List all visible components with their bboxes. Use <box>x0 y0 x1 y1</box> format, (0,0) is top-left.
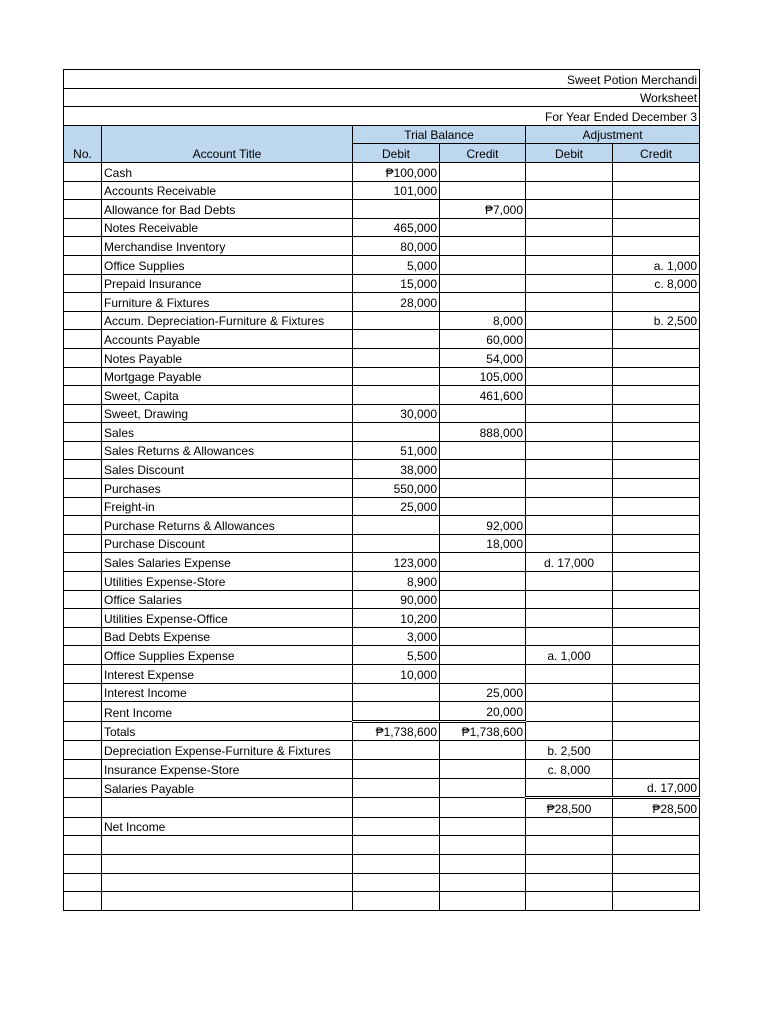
tb-credit-cell <box>440 162 526 181</box>
row-number <box>64 162 102 181</box>
table-row <box>64 646 700 665</box>
row-number <box>64 460 102 479</box>
row-number <box>64 741 102 760</box>
table-row <box>64 274 700 293</box>
adj-credit-cell <box>613 218 700 237</box>
tb-credit-cell: 92,000 <box>440 516 526 535</box>
tb-credit-cell <box>440 274 526 293</box>
tb-debit-cell <box>353 200 440 219</box>
row-number <box>64 892 102 911</box>
table-row <box>64 572 700 591</box>
row-number <box>64 516 102 535</box>
tb-credit-cell <box>440 237 526 256</box>
row-number <box>64 665 102 684</box>
tb-credit-cell <box>440 627 526 646</box>
tb-debit-cell: 80,000 <box>353 237 440 256</box>
tb-debit-cell: ₱1,738,600 <box>353 721 440 741</box>
adj-debit-cell: a. 1,000 <box>526 646 613 665</box>
tb-debit-cell: 15,000 <box>353 274 440 293</box>
tb-credit-cell: 60,000 <box>440 330 526 349</box>
account-title: Utilities Expense-Store <box>102 572 353 591</box>
adj-debit-cell <box>526 665 613 684</box>
row-number <box>64 330 102 349</box>
row-number <box>64 609 102 628</box>
tb-debit-cell <box>353 683 440 702</box>
account-title: Utilities Expense-Office <box>102 609 353 628</box>
table-row <box>64 237 700 256</box>
row-number <box>64 200 102 219</box>
tb-debit-cell <box>353 854 440 873</box>
row-number <box>64 721 102 741</box>
adj-credit-cell <box>613 836 700 855</box>
adj-credit-cell <box>613 237 700 256</box>
tb-debit-cell: 123,000 <box>353 553 440 572</box>
tb-credit-cell: 20,000 <box>440 702 526 722</box>
adj-credit-cell <box>613 330 700 349</box>
tb-credit-cell <box>440 646 526 665</box>
table-row <box>64 441 700 460</box>
account-title <box>102 836 353 855</box>
adj-credit-cell <box>613 721 700 741</box>
account-title: Sales Salaries Expense <box>102 553 353 572</box>
adj-credit-cell <box>613 441 700 460</box>
table-row <box>64 590 700 609</box>
tb-debit-cell: 90,000 <box>353 590 440 609</box>
adj-credit-cell <box>613 348 700 367</box>
account-title: Rent Income <box>102 702 353 722</box>
account-title: Salaries Payable <box>102 778 353 798</box>
adj-debit-cell <box>526 181 613 200</box>
adj-credit-cell <box>613 854 700 873</box>
row-number <box>64 572 102 591</box>
adj-credit-cell: a. 1,000 <box>613 255 700 274</box>
table-row <box>64 892 700 911</box>
company-name: Sweet Potion Merchandi <box>64 70 700 89</box>
tb-debit-cell <box>353 778 440 798</box>
tb-credit-cell <box>440 255 526 274</box>
table-row <box>64 218 700 237</box>
tb-credit-cell <box>440 609 526 628</box>
row-number <box>64 441 102 460</box>
table-row <box>64 553 700 572</box>
tb-debit-cell <box>353 367 440 386</box>
adj-credit-cell <box>613 702 700 722</box>
tb-credit-cell <box>440 441 526 460</box>
account-title: Merchandise Inventory <box>102 237 353 256</box>
table-row <box>64 683 700 702</box>
adj-debit-cell <box>526 423 613 442</box>
adj-credit-cell <box>613 665 700 684</box>
row-number <box>64 497 102 516</box>
account-title: Allowance for Bad Debts <box>102 200 353 219</box>
row-number <box>64 817 102 836</box>
tb-debit-cell <box>353 348 440 367</box>
tb-debit-cell: 10,200 <box>353 609 440 628</box>
adj-credit-cell: b. 2,500 <box>613 311 700 330</box>
tb-debit-cell: 465,000 <box>353 218 440 237</box>
tb-credit-cell <box>440 572 526 591</box>
row-number <box>64 181 102 200</box>
adj-credit-cell <box>613 386 700 405</box>
account-title: Office Supplies <box>102 255 353 274</box>
row-number <box>64 627 102 646</box>
column-header-trial-balance: Trial Balance <box>353 125 526 144</box>
adj-debit-cell <box>526 892 613 911</box>
table-row <box>64 311 700 330</box>
row-number <box>64 553 102 572</box>
account-title: Office Supplies Expense <box>102 646 353 665</box>
tb-debit-cell <box>353 873 440 892</box>
account-title: Furniture & Fixtures <box>102 293 353 312</box>
account-title: Interest Expense <box>102 665 353 684</box>
adj-debit-cell <box>526 162 613 181</box>
tb-credit-cell <box>440 778 526 798</box>
adj-debit-cell <box>526 404 613 423</box>
tb-debit-cell: 38,000 <box>353 460 440 479</box>
row-number <box>64 590 102 609</box>
tb-credit-cell <box>440 293 526 312</box>
tb-debit-cell: 101,000 <box>353 181 440 200</box>
tb-debit-cell <box>353 817 440 836</box>
table-row <box>64 255 700 274</box>
column-header-row <box>64 125 700 144</box>
row-number <box>64 404 102 423</box>
tb-debit-cell <box>353 836 440 855</box>
table-row <box>64 497 700 516</box>
adj-credit-cell <box>613 609 700 628</box>
account-title <box>102 854 353 873</box>
adj-debit-cell: b. 2,500 <box>526 741 613 760</box>
account-title: Totals <box>102 721 353 741</box>
tb-credit-cell <box>440 497 526 516</box>
account-title: Office Salaries <box>102 590 353 609</box>
tb-credit-cell <box>440 553 526 572</box>
tb-credit-cell <box>440 479 526 498</box>
adj-credit-cell <box>613 590 700 609</box>
tb-credit-cell: 18,000 <box>440 534 526 553</box>
title-row-period <box>64 107 700 126</box>
adj-debit-cell <box>526 683 613 702</box>
table-row <box>64 741 700 760</box>
row-number <box>64 218 102 237</box>
adj-debit-cell <box>526 817 613 836</box>
tb-debit-cell <box>353 534 440 553</box>
adj-credit-cell <box>613 741 700 760</box>
row-number <box>64 836 102 855</box>
tb-debit-cell <box>353 311 440 330</box>
tb-debit-cell <box>353 330 440 349</box>
report-period: For Year Ended December 3 <box>64 107 700 126</box>
adj-credit-cell <box>613 646 700 665</box>
tb-debit-cell <box>353 386 440 405</box>
adj-credit-cell: d. 17,000 <box>613 778 700 798</box>
table-row <box>64 386 700 405</box>
row-number <box>64 873 102 892</box>
account-title: Accounts Receivable <box>102 181 353 200</box>
account-title: Notes Receivable <box>102 218 353 237</box>
adj-credit-cell <box>613 200 700 219</box>
adj-credit-cell <box>613 367 700 386</box>
tb-credit-cell: 888,000 <box>440 423 526 442</box>
table-row <box>64 534 700 553</box>
account-title: Purchase Discount <box>102 534 353 553</box>
row-number <box>64 237 102 256</box>
tb-credit-cell <box>440 741 526 760</box>
row-number <box>64 479 102 498</box>
table-row <box>64 627 700 646</box>
row-number <box>64 798 102 818</box>
table-row <box>64 404 700 423</box>
adj-debit-cell <box>526 274 613 293</box>
column-header-adjustment: Adjustment <box>526 125 700 144</box>
account-title: Bad Debts Expense <box>102 627 353 646</box>
tb-debit-cell <box>353 798 440 818</box>
table-row <box>64 836 700 855</box>
tb-debit-cell: 8,900 <box>353 572 440 591</box>
account-title: Insurance Expense-Store <box>102 759 353 778</box>
tb-credit-cell <box>440 181 526 200</box>
title-row-company <box>64 70 700 89</box>
column-header-tb-debit: Debit <box>353 144 440 163</box>
adj-debit-cell <box>526 237 613 256</box>
adj-debit-cell <box>526 609 613 628</box>
account-title: Depreciation Expense-Furniture & Fixtures <box>102 741 353 760</box>
adj-credit-cell <box>613 683 700 702</box>
tb-debit-cell: ₱100,000 <box>353 162 440 181</box>
table-row <box>64 479 700 498</box>
tb-debit-cell: 5,500 <box>353 646 440 665</box>
table-row <box>64 293 700 312</box>
adj-credit-cell <box>613 497 700 516</box>
report-name: Worksheet <box>64 88 700 107</box>
tb-debit-cell: 10,000 <box>353 665 440 684</box>
adj-credit-cell <box>613 892 700 911</box>
account-title: Notes Payable <box>102 348 353 367</box>
row-number <box>64 778 102 798</box>
tb-debit-cell <box>353 423 440 442</box>
account-title <box>102 873 353 892</box>
tb-debit-cell: 25,000 <box>353 497 440 516</box>
table-row <box>64 721 700 741</box>
row-number <box>64 534 102 553</box>
adj-debit-cell <box>526 497 613 516</box>
adj-credit-cell <box>613 553 700 572</box>
adj-debit-cell <box>526 836 613 855</box>
adj-credit-cell: ₱28,500 <box>613 798 700 818</box>
column-header-account-title: Account Title <box>102 125 353 162</box>
tb-debit-cell: 51,000 <box>353 441 440 460</box>
row-number <box>64 854 102 873</box>
tb-debit-cell: 30,000 <box>353 404 440 423</box>
table-row <box>64 162 700 181</box>
adj-credit-cell <box>613 181 700 200</box>
row-number <box>64 293 102 312</box>
row-number <box>64 702 102 722</box>
row-number <box>64 348 102 367</box>
account-title <box>102 892 353 911</box>
tb-credit-cell <box>440 798 526 818</box>
adj-credit-cell <box>613 293 700 312</box>
account-title: Sweet, Drawing <box>102 404 353 423</box>
adj-debit-cell <box>526 854 613 873</box>
adj-debit-cell <box>526 873 613 892</box>
row-number <box>64 274 102 293</box>
account-title: Sales Returns & Allowances <box>102 441 353 460</box>
adj-debit-cell <box>526 460 613 479</box>
account-title: Sales <box>102 423 353 442</box>
tb-credit-cell <box>440 873 526 892</box>
tb-debit-cell: 28,000 <box>353 293 440 312</box>
adj-debit-cell <box>526 590 613 609</box>
adj-debit-cell <box>526 627 613 646</box>
column-header-tb-credit: Credit <box>440 144 526 163</box>
tb-credit-cell: 105,000 <box>440 367 526 386</box>
row-number <box>64 311 102 330</box>
tb-debit-cell <box>353 892 440 911</box>
tb-debit-cell <box>353 759 440 778</box>
table-row <box>64 778 700 798</box>
table-row <box>64 460 700 479</box>
table-row <box>64 702 700 722</box>
account-title: Purchase Returns & Allowances <box>102 516 353 535</box>
column-header-adj-debit: Debit <box>526 144 613 163</box>
account-title: Accounts Payable <box>102 330 353 349</box>
adj-debit-cell <box>526 441 613 460</box>
table-row <box>64 854 700 873</box>
account-title: Prepaid Insurance <box>102 274 353 293</box>
table-row <box>64 330 700 349</box>
tb-credit-cell: ₱7,000 <box>440 200 526 219</box>
tb-debit-cell <box>353 741 440 760</box>
table-row <box>64 367 700 386</box>
table-row <box>64 200 700 219</box>
tb-debit-cell: 3,000 <box>353 627 440 646</box>
tb-credit-cell <box>440 404 526 423</box>
adj-credit-cell <box>613 404 700 423</box>
adj-debit-cell: d. 17,000 <box>526 553 613 572</box>
table-row <box>64 423 700 442</box>
tb-credit-cell <box>440 817 526 836</box>
tb-credit-cell: 54,000 <box>440 348 526 367</box>
adj-debit-cell <box>526 721 613 741</box>
table-row <box>64 609 700 628</box>
worksheet <box>63 69 699 911</box>
table-row <box>64 798 700 818</box>
tb-credit-cell: 461,600 <box>440 386 526 405</box>
row-number <box>64 646 102 665</box>
tb-credit-cell <box>440 460 526 479</box>
adj-credit-cell <box>613 873 700 892</box>
worksheet-table <box>63 69 700 911</box>
account-title: Interest Income <box>102 683 353 702</box>
adj-debit-cell <box>526 479 613 498</box>
tb-credit-cell <box>440 836 526 855</box>
table-row <box>64 759 700 778</box>
account-title: Cash <box>102 162 353 181</box>
tb-credit-cell <box>440 892 526 911</box>
tb-credit-cell <box>440 590 526 609</box>
tb-credit-cell: 25,000 <box>440 683 526 702</box>
adj-credit-cell <box>613 460 700 479</box>
adj-debit-cell <box>526 572 613 591</box>
column-header-adj-credit: Credit <box>613 144 700 163</box>
account-title: Net Income <box>102 817 353 836</box>
tb-debit-cell <box>353 702 440 722</box>
tb-debit-cell: 5,000 <box>353 255 440 274</box>
table-row <box>64 665 700 684</box>
row-number <box>64 255 102 274</box>
adj-credit-cell <box>613 759 700 778</box>
adj-credit-cell <box>613 572 700 591</box>
table-row <box>64 181 700 200</box>
account-title: Purchases <box>102 479 353 498</box>
table-row <box>64 516 700 535</box>
row-number <box>64 423 102 442</box>
tb-credit-cell <box>440 218 526 237</box>
adj-debit-cell <box>526 386 613 405</box>
adj-debit-cell <box>526 778 613 798</box>
adj-debit-cell <box>526 218 613 237</box>
adj-debit-cell: c. 8,000 <box>526 759 613 778</box>
adj-debit-cell <box>526 367 613 386</box>
tb-credit-cell <box>440 759 526 778</box>
adj-credit-cell <box>613 162 700 181</box>
tb-credit-cell <box>440 854 526 873</box>
title-row-report <box>64 88 700 107</box>
table-row <box>64 873 700 892</box>
account-title <box>102 798 353 818</box>
tb-credit-cell: ₱1,738,600 <box>440 721 526 741</box>
tb-debit-cell: 550,000 <box>353 479 440 498</box>
account-title: Sweet, Capita <box>102 386 353 405</box>
adj-debit-cell <box>526 311 613 330</box>
adj-credit-cell <box>613 817 700 836</box>
row-number <box>64 386 102 405</box>
adj-credit-cell <box>613 627 700 646</box>
account-title: Freight-in <box>102 497 353 516</box>
adj-debit-cell <box>526 534 613 553</box>
tb-debit-cell <box>353 516 440 535</box>
row-number <box>64 683 102 702</box>
tb-credit-cell: 8,000 <box>440 311 526 330</box>
adj-debit-cell <box>526 293 613 312</box>
adj-credit-cell <box>613 423 700 442</box>
tb-credit-cell <box>440 665 526 684</box>
account-title: Accum. Depreciation-Furniture & Fixtures <box>102 311 353 330</box>
adj-debit-cell <box>526 516 613 535</box>
adj-debit-cell <box>526 702 613 722</box>
table-row <box>64 348 700 367</box>
column-header-no: No. <box>64 125 102 162</box>
adj-credit-cell <box>613 516 700 535</box>
adj-debit-cell: ₱28,500 <box>526 798 613 818</box>
account-title: Sales Discount <box>102 460 353 479</box>
table-row <box>64 817 700 836</box>
adj-debit-cell <box>526 200 613 219</box>
adj-credit-cell <box>613 534 700 553</box>
account-title: Mortgage Payable <box>102 367 353 386</box>
row-number <box>64 759 102 778</box>
adj-credit-cell <box>613 479 700 498</box>
adj-debit-cell <box>526 348 613 367</box>
row-number <box>64 367 102 386</box>
adj-credit-cell: c. 8,000 <box>613 274 700 293</box>
adj-debit-cell <box>526 255 613 274</box>
adj-debit-cell <box>526 330 613 349</box>
